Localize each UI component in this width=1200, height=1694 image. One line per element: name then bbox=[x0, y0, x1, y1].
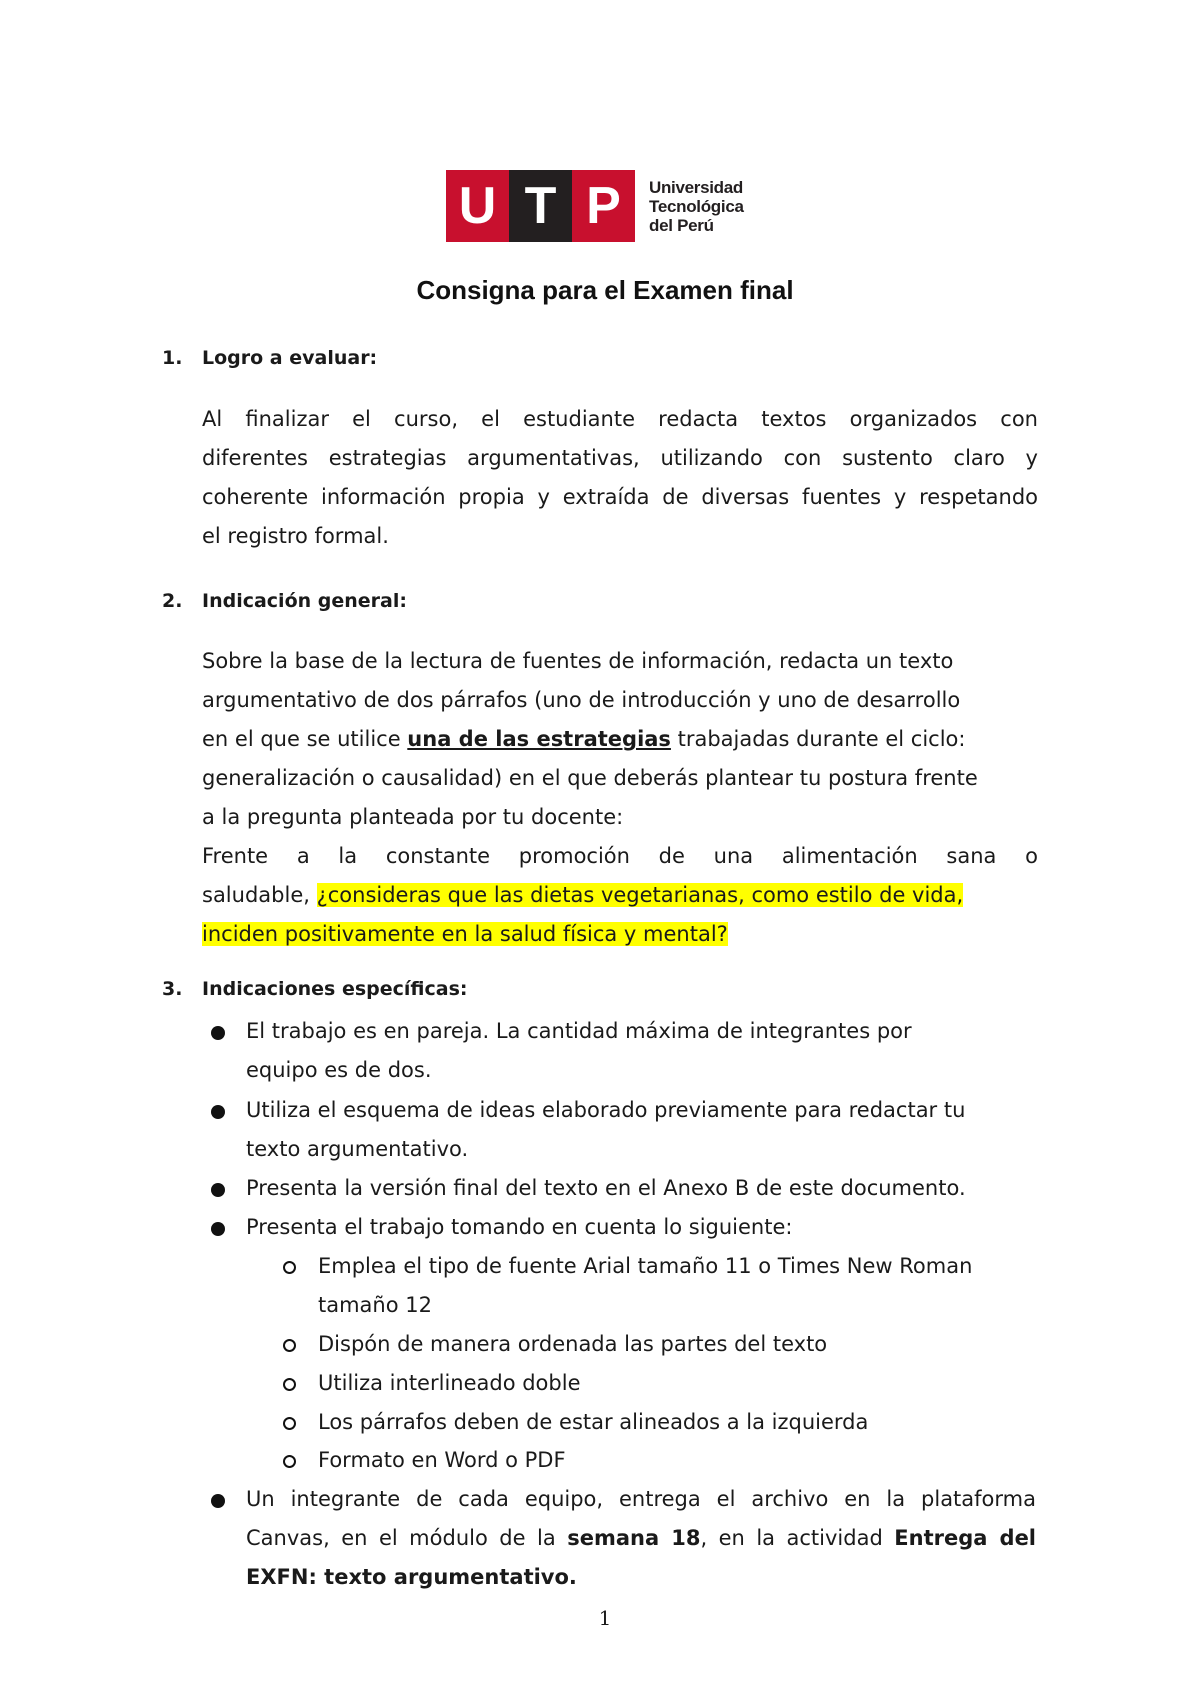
section-2-paragraph: Sobre la base de la lectura de fuentes de información, redacta un texto argumentativo de dos párrafos (uno de introducción y uno de desarrollo en el que se utilice una de las estrategias trabajadas durante el ciclo: generalización o causalidad) en el que deberás plantear tu postura frente a la pregunta planteada por tu docente: Frente a la constante promoción de una alimentación sana o saludable, ¿consideras que las dietas vegetarianas, como estilo de vida, inciden positivamente en la salud física y mental? bbox=[202, 649, 1038, 946]
circle-bullet-icon bbox=[283, 1378, 296, 1391]
logo-letter-p: P bbox=[572, 170, 635, 242]
section-2-heading: Indicación general: bbox=[202, 590, 407, 612]
page-number: 1 bbox=[598, 1606, 612, 1630]
circle-bullet-icon bbox=[283, 1339, 296, 1352]
bullet-icon bbox=[211, 1222, 225, 1236]
section-1-number: 1. bbox=[162, 347, 183, 369]
list-item: Un integrante de cada equipo, entrega el archivo en la plataforma Canvas, en el módulo de la semana 18, en la actividad Entrega del EXFN: texto argumentativo. bbox=[246, 1487, 1037, 1589]
sub-list-item: Dispón de manera ordenada las partes del texto bbox=[318, 1332, 828, 1356]
section-2-number: 2. bbox=[162, 590, 183, 612]
utp-logo bbox=[446, 170, 744, 242]
bullet-icon bbox=[211, 1026, 225, 1040]
section-3-number: 3. bbox=[162, 978, 183, 1000]
logo-letter-u: U bbox=[446, 170, 509, 242]
sub-list-item: Utiliza interlineado doble bbox=[318, 1371, 581, 1395]
emphasized-phrase: una de las estrategias bbox=[407, 727, 671, 751]
logo-university-name: Universidad Tecnológica del Perú bbox=[649, 177, 744, 235]
sub-list-item: Los párrafos deben de estar alineados a la izquierda bbox=[318, 1410, 869, 1434]
sub-list-item: Emplea el tipo de fuente Arial tamaño 11 o Times New Roman tamaño 12 bbox=[318, 1254, 973, 1317]
list-item: Presenta la versión final del texto en el Anexo B de este documento. bbox=[246, 1176, 966, 1200]
list-item: El trabajo es en pareja. La cantidad máxima de integrantes por equipo es de dos. bbox=[246, 1019, 912, 1082]
bullet-icon bbox=[211, 1183, 225, 1197]
circle-bullet-icon bbox=[283, 1261, 296, 1274]
highlighted-question-cont: inciden positivamente en la salud física y mental? bbox=[202, 922, 728, 946]
section-1-paragraph: Al finalizar el curso, el estudiante redacta textos organizados con diferentes estrategias argumentativas, utilizando con sustento claro y coherente información propia y extraída de diversas fuentes y respetando el registro formal. bbox=[202, 407, 1038, 548]
bullet-icon bbox=[211, 1494, 225, 1508]
section-3-heading: Indicaciones específicas: bbox=[202, 978, 468, 1000]
bullet-icon bbox=[211, 1105, 225, 1119]
document-title: Consigna para el Examen final bbox=[416, 275, 794, 305]
section-1-heading: Logro a evaluar: bbox=[202, 347, 378, 369]
list-item: Utiliza el esquema de ideas elaborado previamente para redactar tu texto argumentativo. bbox=[246, 1098, 966, 1161]
circle-bullet-icon bbox=[283, 1417, 296, 1430]
highlighted-question: ¿consideras que las dietas vegetarianas, como estilo de vida, bbox=[316, 883, 964, 907]
sub-list-item: Formato en Word o PDF bbox=[318, 1448, 566, 1472]
logo-letter-t: T bbox=[509, 170, 572, 242]
circle-bullet-icon bbox=[283, 1455, 296, 1468]
list-item: Presenta el trabajo tomando en cuenta lo siguiente: bbox=[246, 1215, 793, 1239]
